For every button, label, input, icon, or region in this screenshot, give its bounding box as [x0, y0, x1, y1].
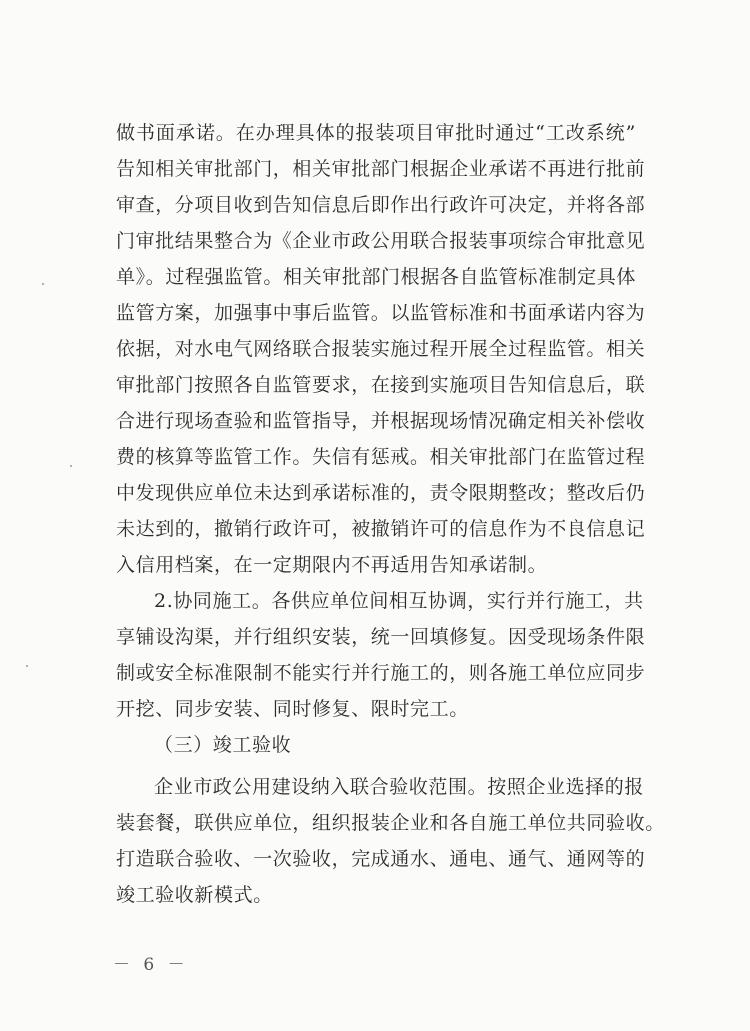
- text-line: 制或安全标准限制不能实行并行施工的，则各施工单位应同步: [116, 662, 646, 684]
- text-line: 入信用档案，在一定期限内不再适用告知承诺制。: [116, 554, 548, 576]
- scan-speck: [42, 283, 44, 285]
- text-line: 单》。过程强监管。相关审批部门根据各自监管标准制定具体: [116, 266, 636, 288]
- text-line: 依据，对水电气网络联合报装实施过程开展全过程监管。相关: [116, 338, 646, 360]
- page-number: － 6 －: [113, 955, 189, 975]
- text-line: 费的核算等监管工作。失信有惩戒。相关审批部门在监管过程: [116, 446, 646, 468]
- text-line: 企业市政公用建设纳入联合验收范围。按照企业选择的报: [154, 776, 645, 798]
- text-line: 2.协同施工。各供应单位间相互协调，实行并行施工，共: [154, 590, 644, 612]
- text-line: 装套餐，联供应单位，组织报装企业和各自施工单位共同验收。: [116, 812, 665, 834]
- text-line: 门审批结果整合为《企业市政公用联合报装事项综合审批意见: [116, 230, 646, 252]
- text-line: 享铺设沟渠，并行组织安装，统一回填修复。因受现场条件限: [116, 626, 646, 648]
- text-line: 打造联合验收、一次验收，完成通水、通电、通气、通网等的: [116, 848, 646, 870]
- text-line: 监管方案，加强事中事后监管。以监管标准和书面承诺内容为: [116, 302, 646, 324]
- text-line: 告知相关审批部门，相关审批部门根据企业承诺不再进行批前: [116, 158, 646, 180]
- text-line: 未达到的，撤销行政许可，被撤销许可的信息作为不良信息记: [116, 518, 646, 540]
- text-line: 做书面承诺。在办理具体的报装项目审批时通过“工改系统”: [116, 122, 636, 144]
- text-line: 审查，分项目收到告知信息后即作出行政许可决定，并将各部: [116, 194, 646, 216]
- section-heading: （三）竣工验收: [154, 734, 292, 756]
- scan-speck: [70, 465, 72, 467]
- scan-speck: [26, 665, 28, 667]
- body-text: [116, 115, 665, 913]
- text-line: 合进行现场查验和监管指导，并根据现场情况确定相关补偿收: [116, 410, 646, 432]
- text-line: 竣工验收新模式。: [116, 884, 273, 906]
- text-line: 开挖、同步安装、同时修复、限时完工。: [116, 698, 469, 720]
- text-line: 审批部门按照各自监管要求，在接到实施项目告知信息后，联: [116, 374, 646, 396]
- text-line: 中发现供应单位未达到承诺标准的，责令限期整改；整改后仍: [116, 482, 646, 504]
